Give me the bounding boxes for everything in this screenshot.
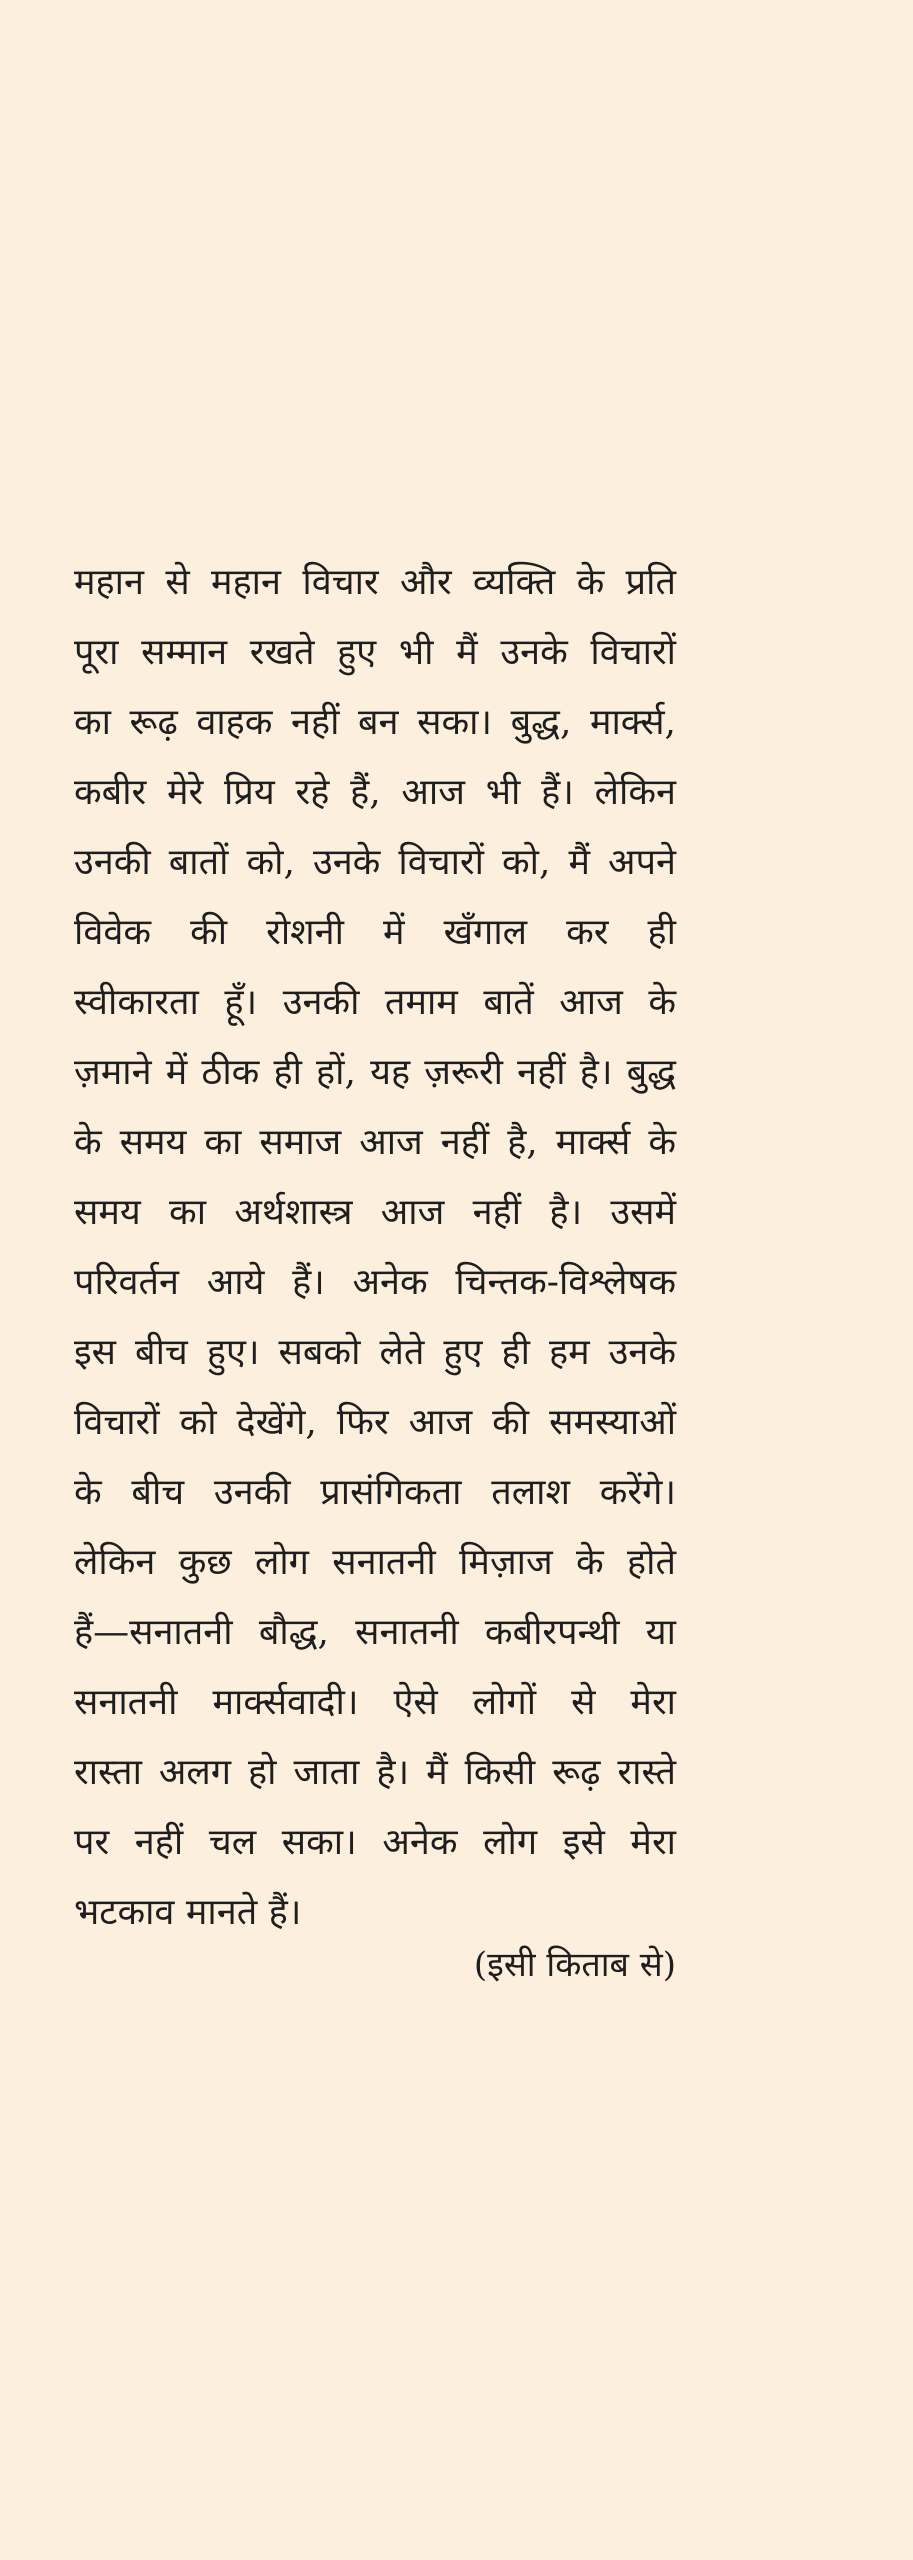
quote-line: स्वीकारता हूँ। उनकी तमाम बातें आज के <box>74 982 676 1023</box>
quote-line: इस बीच हुए। सबको लेते हुए ही हम उनके <box>74 1332 676 1373</box>
quote-paragraph <box>74 548 676 1948</box>
quote-line: सनातनी मार्क्सवादी। ऐसे लोगों से मेरा <box>74 1682 676 1723</box>
quote-line: विचारों को देखेंगे, फिर आज की समस्याओं <box>74 1402 676 1443</box>
quote-line: पर नहीं चल सका। अनेक लोग इसे मेरा <box>74 1822 676 1863</box>
quote-line: कबीर मेरे प्रिय रहे हैं, आज भी हैं। लेकिन <box>74 772 676 813</box>
quote-line: का रूढ़ वाहक नहीं बन सका। बुद्ध, मार्क्स, <box>74 702 676 743</box>
quote-line: हैं—सनातनी बौद्ध, सनातनी कबीरपन्थी या <box>74 1612 676 1653</box>
quote-line: पूरा सम्मान रखते हुए भी मैं उनके विचारों <box>74 632 676 673</box>
quote-line: विवेक की रोशनी में खँगाल कर ही <box>74 912 676 953</box>
quote-line: भटकाव मानते हैं। <box>74 1892 302 1933</box>
quote-line: समय का अर्थशास्त्र आज नहीं है। उसमें <box>74 1192 676 1233</box>
quote-line: के समय का समाज आज नहीं है, मार्क्स के <box>74 1122 676 1163</box>
quote-line: के बीच उनकी प्रासंगिकता तलाश करेंगे। <box>74 1472 676 1513</box>
quote-line: परिवर्तन आये हैं। अनेक चिन्तक-विश्लेषक <box>74 1262 676 1303</box>
quote-line: उनकी बातों को, उनके विचारों को, मैं अपने <box>74 842 676 883</box>
quote-source: (इसी किताब से) <box>473 1945 676 1985</box>
quote-line: महान से महान विचार और व्यक्ति के प्रति <box>74 562 676 603</box>
quote-line: ज़माने में ठीक ही हों, यह ज़रूरी नहीं है। बुद्ध <box>74 1052 676 1093</box>
quote-line: रास्ता अलग हो जाता है। मैं किसी रूढ़ रास्ते <box>74 1752 676 1793</box>
quote-line: लेकिन कुछ लोग सनातनी मिज़ाज के होते <box>74 1542 676 1583</box>
